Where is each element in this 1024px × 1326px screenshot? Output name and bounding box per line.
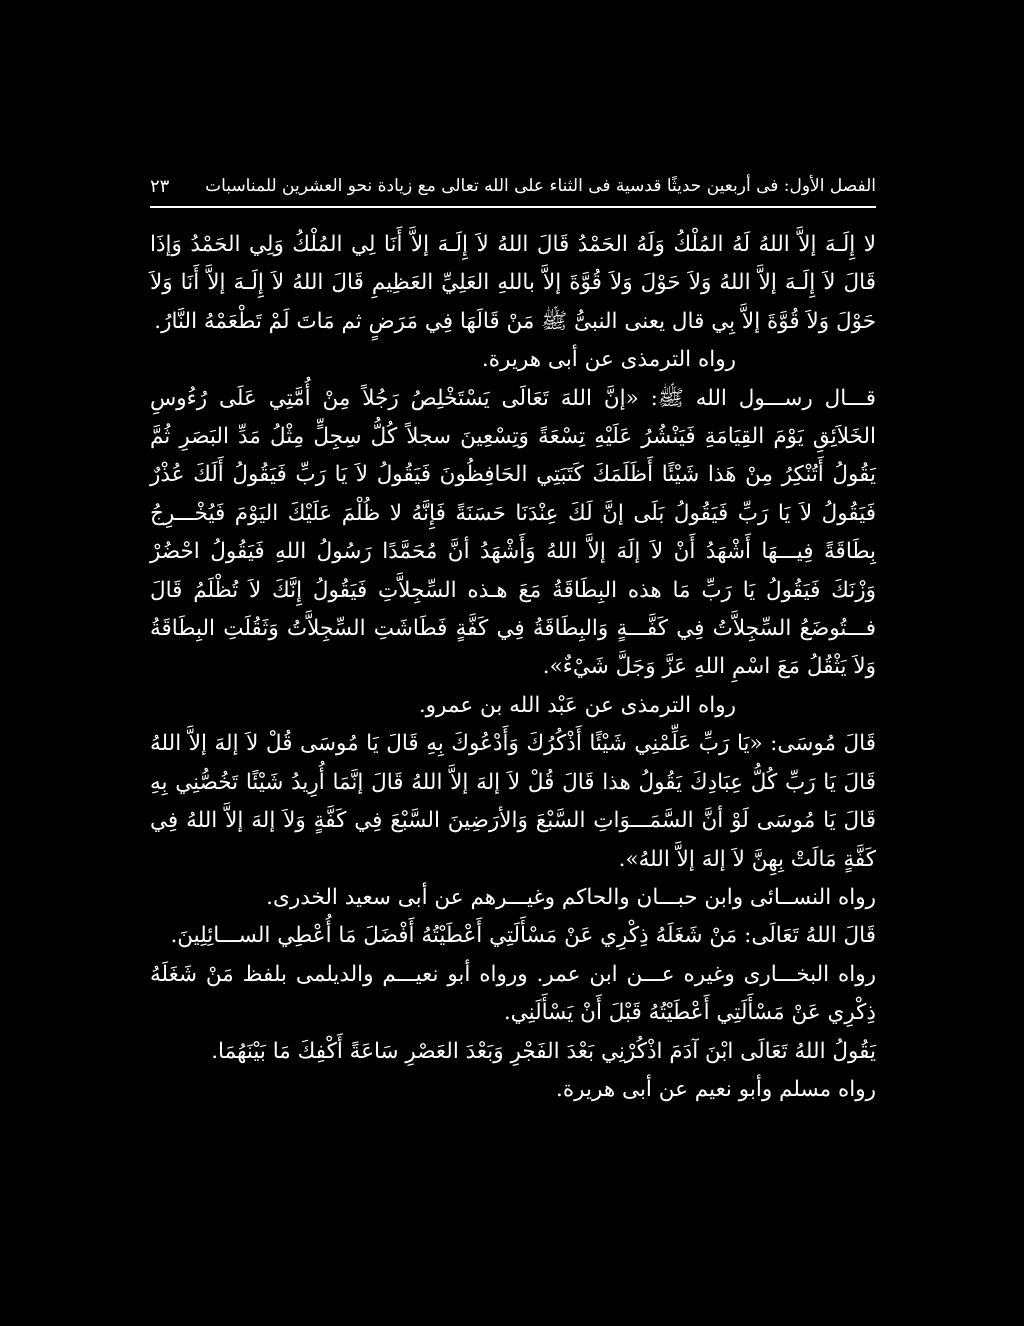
paragraph-1-source: رواه الترمذى عن أبى هريرة. [481, 347, 736, 373]
book-page [150, 160, 876, 1160]
header-rule [150, 206, 876, 208]
running-title: الفصل الأول: فى أربعين حديثًا قدسية فى الثناء على الله تعالى مع زيادة نحو العشرين للمناسبات [205, 176, 876, 196]
paragraph-4-text: قَالَ اللهُ تَعَالَى: مَنْ شَغَلَهُ ذِكْرِي عَنْ مَسْأَلَتِي أَعْطَيْتُهُ أَفْضَلَ مَا أُعْطِي الســـائِلِينَ. [170, 923, 876, 949]
paragraph-1-text: لا إِلَـهَ إلاَّ اللهُ لَهُ المُلْكُ وَلَهُ الحَمْدُ قَالَ اللهُ لاَ إِلَـهَ إلاَّ أَنَا لِي المُلْكُ وَلِي الحَمْدُ وَإذَا قَالَ لاَ إِلَـهَ إلاَّ اللهُ وَلاَ حَوْلَ وَلاَ قُوَّةَ إلاَّ باللهِ العَلِيِّ العَظِيمِ قَالَ اللهُ لاَ إِلَـهَ إلاَّ أَنَا وَلاَ حَوْلَ وَلاَ قُوَّةَ إلاَّ بِي قال يعنى النبىُّ ﷺ مَنْ قَالَهَا فِي مَرَضٍ ثم مَاتَ لَمْ تَطْعَمْهُ النَّارُ. [150, 232, 876, 334]
paragraph-4-source: رواه البخـــارى وغيره عـــن ابن عمر. ورواه أبو نعيـــم والديلمى بلفظ مَنْ شَغَلَهُ ذِكْرِي عَنْ مَسْأَلَتِي أَعْطَيْتُهُ قَبْلَ أَنْ يَسْأَلَنِي. [150, 961, 876, 1026]
paragraph-3-source: رواه النســائى وابن حبـــان والحاكم وغيـــرهم عن أبى سعيد الخدرى. [266, 884, 876, 910]
running-header [150, 172, 876, 200]
body-text [150, 226, 876, 1109]
paragraph-5-source: رواه مسلم وأبو نعيم عن أبى هريرة. [556, 1076, 876, 1102]
page-number: ٢٣ [150, 175, 170, 197]
paragraph-2-text: قـــال رســـول الله ﷺ: «إنَّ اللهَ تَعَالَى يَسْتَخْلِصُ رَجُلاً مِنْ أُمَّتِي عَلَى رُءُوسِ الخَلاَئِقِ يَوْمَ القِيَامَةِ فَيَنْشُرُ عَلَيْهِ تِسْعَةً وَتِسْعِينَ سجلاً كُلُّ سِجِلٍّ مِثْلُ مَدِّ البَصَرِ ثُمَّ يَقُولُ أَتُنْكِرُ مِنْ هَذا شَيْئًا أَظَلَمَكَ كَتَبَتِي الحَافِظُونَ فَيَقُولُ لاَ يَا رَبِّ فَيَقُولُ أَلَكَ عُذْرٌ فَيَقُولُ لاَ يَا رَبِّ فَيَقُولُ بَلَى إنَّ لَكَ عِنْدَنَا حَسَنَةً فَإِنَّهُ لا ظُلْمَ عَلَيْكَ اليَوْمَ فَيُخْـــرِجُ بِطَاقَةً فِيـــهَا أَشْهَدُ أَنْ لاَ إلَهَ إلاَّ اللهُ وَأَشْهَدُ أنَّ مُحَمَّدًا رَسُولُ اللهِ فَيَقُولُ احْضُرْ وَزْنَكَ فَيَقُولُ يَا رَبِّ مَا هذه البِطَاقَةُ مَعَ هـذه السِّجِلاَّتِ فَيَقُولُ إِنَّكَ لاَ تُظْلَمُ قَالَ فـــتُوضَعُ السِّجِلاَّتُ فِي كَفَّـــةٍ وَالبِطَاقَةُ فِي كَفَّةٍ فَطَاشَتِ السِّجِلاَّتُ وَثَقُلَتِ البِطَاقَةُ وَلاَ يَثْقُلُ مَعَ اسْمِ اللهِ عَزَّ وَجَلَّ شَيْءٌ». [150, 385, 876, 680]
paragraph-5-text: يَقُولُ اللهُ تَعَالَى ابْنَ آدَمَ اذْكُرْنِي بَعْدَ الفَجْرِ وَبَعْدَ العَصْرِ سَاعَةً أَكْفِكَ مَا بَيْنَهُمَا. [211, 1038, 876, 1064]
paragraph-2-source: رواه الترمذى عن عَبْد الله بن عمرو. [418, 692, 736, 718]
paragraph-3-text: قَالَ مُوسَى: «يَا رَبِّ عَلِّمْنِي شَيْئًا أَذْكُرُكَ وَأَدْعُوكَ بِهِ قَالَ يَا مُوسَى قُلْ لاَ إلهَ إلاَّ اللهُ قَالَ يَا رَبِّ كُلُّ عِبَادِكَ يَقُولُ هذا قَالَ قُلْ لاَ إلهَ إلاَّ اللهُ قَالَ إنَّمَا أُرِيدُ شَيْئًا تَخُصُّنِي بِهِ قَالَ يَا مُوسَى لَوْ أنَّ السَّمَـــوَاتِ السَّبْعَ وَالأرَضِينَ السَّبْعَ فِي كَفَّةٍ وَلاَ إلهَ إلاَّ اللهُ فِي كَفَّةٍ مَالَتْ بِهِنَّ لاَ إلهَ إلاَّ اللهُ». [150, 731, 876, 872]
